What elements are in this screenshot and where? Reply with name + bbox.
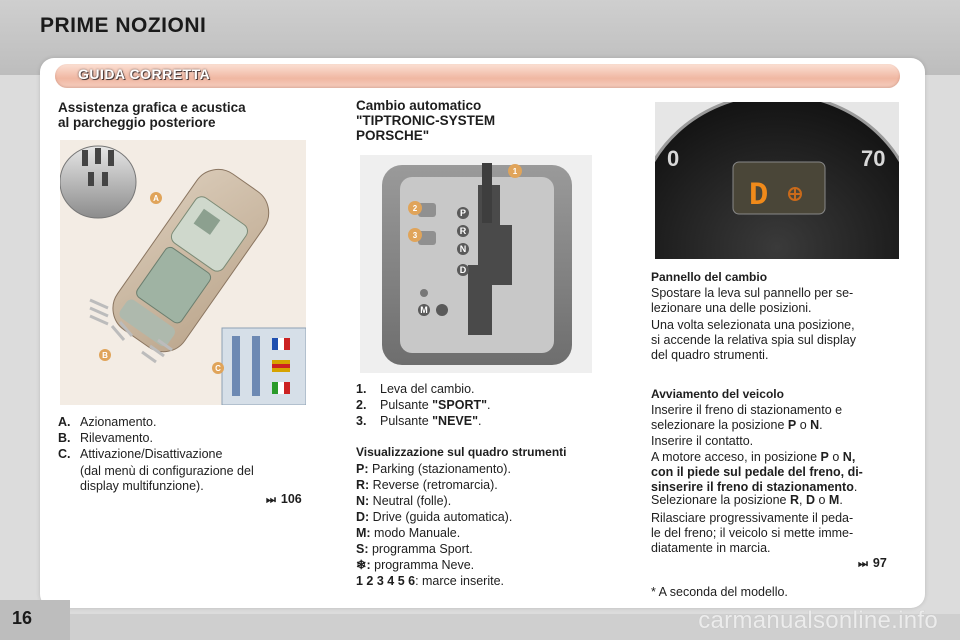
- start-paragraph-2: Inserire il contatto.: [651, 434, 754, 448]
- start-heading: Avviamento del veicolo: [651, 387, 784, 401]
- legend-row: P: Parking (stazionamento).: [356, 462, 511, 476]
- page-number-tab: [0, 600, 70, 640]
- gate-D: D: [459, 265, 467, 275]
- list-item: C. Attivazione/Disattivazione: [58, 447, 223, 461]
- page-reference: ⏭ 97: [858, 556, 887, 570]
- gearbox-illustration: [360, 155, 592, 373]
- start-paragraph-1: Inserire il freno di stazionamento e selezionare la posizione P o N.: [651, 403, 843, 432]
- instrument-cluster-illustration: [655, 102, 899, 259]
- double-arrow-icon: ⏭: [266, 494, 276, 506]
- label-C: C: [215, 364, 221, 373]
- legend-row: 1 2 3 4 5 6: marce inserite.: [356, 574, 504, 588]
- config-note: (dal menù di configurazione del display multifunzione).: [80, 464, 254, 493]
- display-subheading: Visualizzazione sul quadro strumenti: [356, 445, 567, 459]
- gear-display: D: [749, 177, 769, 214]
- snowflake-icon: ❄:: [356, 558, 371, 572]
- gearbox-heading: Cambio automatico "TIPTRONIC-SYSTEM PORSCHE": [356, 98, 496, 143]
- gate-P: P: [459, 208, 467, 218]
- label-3: 3: [412, 231, 418, 240]
- label-B: B: [102, 351, 108, 360]
- watermark: carmanualsonline.info: [698, 607, 938, 634]
- speed-label-70: 70: [861, 146, 886, 171]
- label-2: 2: [412, 204, 418, 213]
- legend-row: R: Reverse (retromarcia).: [356, 478, 498, 492]
- page-reference: ⏭ 106: [266, 492, 302, 506]
- footnote: * A seconda del modello.: [651, 585, 788, 599]
- speed-label-0: 0: [667, 146, 680, 171]
- double-arrow-icon: ⏭: [858, 558, 868, 570]
- list-item: A. Azionamento.: [58, 415, 157, 429]
- legend-row: M: modo Manuale.: [356, 526, 461, 540]
- label-1: 1: [512, 167, 518, 176]
- gate-R: R: [459, 226, 467, 236]
- parking-heading: Assistenza grafica e acustica al parcheggio posteriore: [58, 100, 246, 130]
- legend-row: S: programma Sport.: [356, 542, 473, 556]
- legend-row: ❄: programma Neve.: [356, 558, 475, 572]
- page-number: 16: [12, 608, 33, 628]
- label-A: A: [153, 194, 159, 203]
- start-paragraph-3: A motore acceso, in posizione P o N, con il piede sul pedale del freno, di- sinserire il freno di stazionamento.: [651, 450, 863, 494]
- gate-M: M: [420, 305, 428, 315]
- gate-N: N: [459, 244, 467, 254]
- list-item: 3. Pulsante "NEVE".: [356, 414, 482, 428]
- panel-paragraph-1: Spostare la leva sul pannello per se- lezionare una delle posizioni.: [651, 286, 854, 315]
- section-title: GUIDA CORRETTA: [78, 66, 211, 82]
- panel-paragraph-2: Una volta selezionata una posizione, si accende la relativa spia sul display del quadro strumenti.: [651, 318, 856, 362]
- legend-row: N: Neutral (folle).: [356, 494, 452, 508]
- start-paragraph-5: Rilasciare progressivamente il peda- le del freno; il veicolo si mette imme- diatamente in marcia.: [651, 511, 854, 555]
- list-item: 2. Pulsante "SPORT".: [356, 398, 491, 412]
- parking-illustration: [60, 140, 306, 405]
- list-item: 1. Leva del cambio.: [356, 382, 475, 396]
- legend-row: D: Drive (guida automatica).: [356, 510, 513, 524]
- page-title: PRIME NOZIONI: [40, 14, 207, 37]
- panel-heading: Pannello del cambio: [651, 270, 768, 284]
- start-paragraph-4: Selezionare la posizione R, D o M.: [651, 493, 843, 507]
- list-item: B. Rilevamento.: [58, 431, 153, 445]
